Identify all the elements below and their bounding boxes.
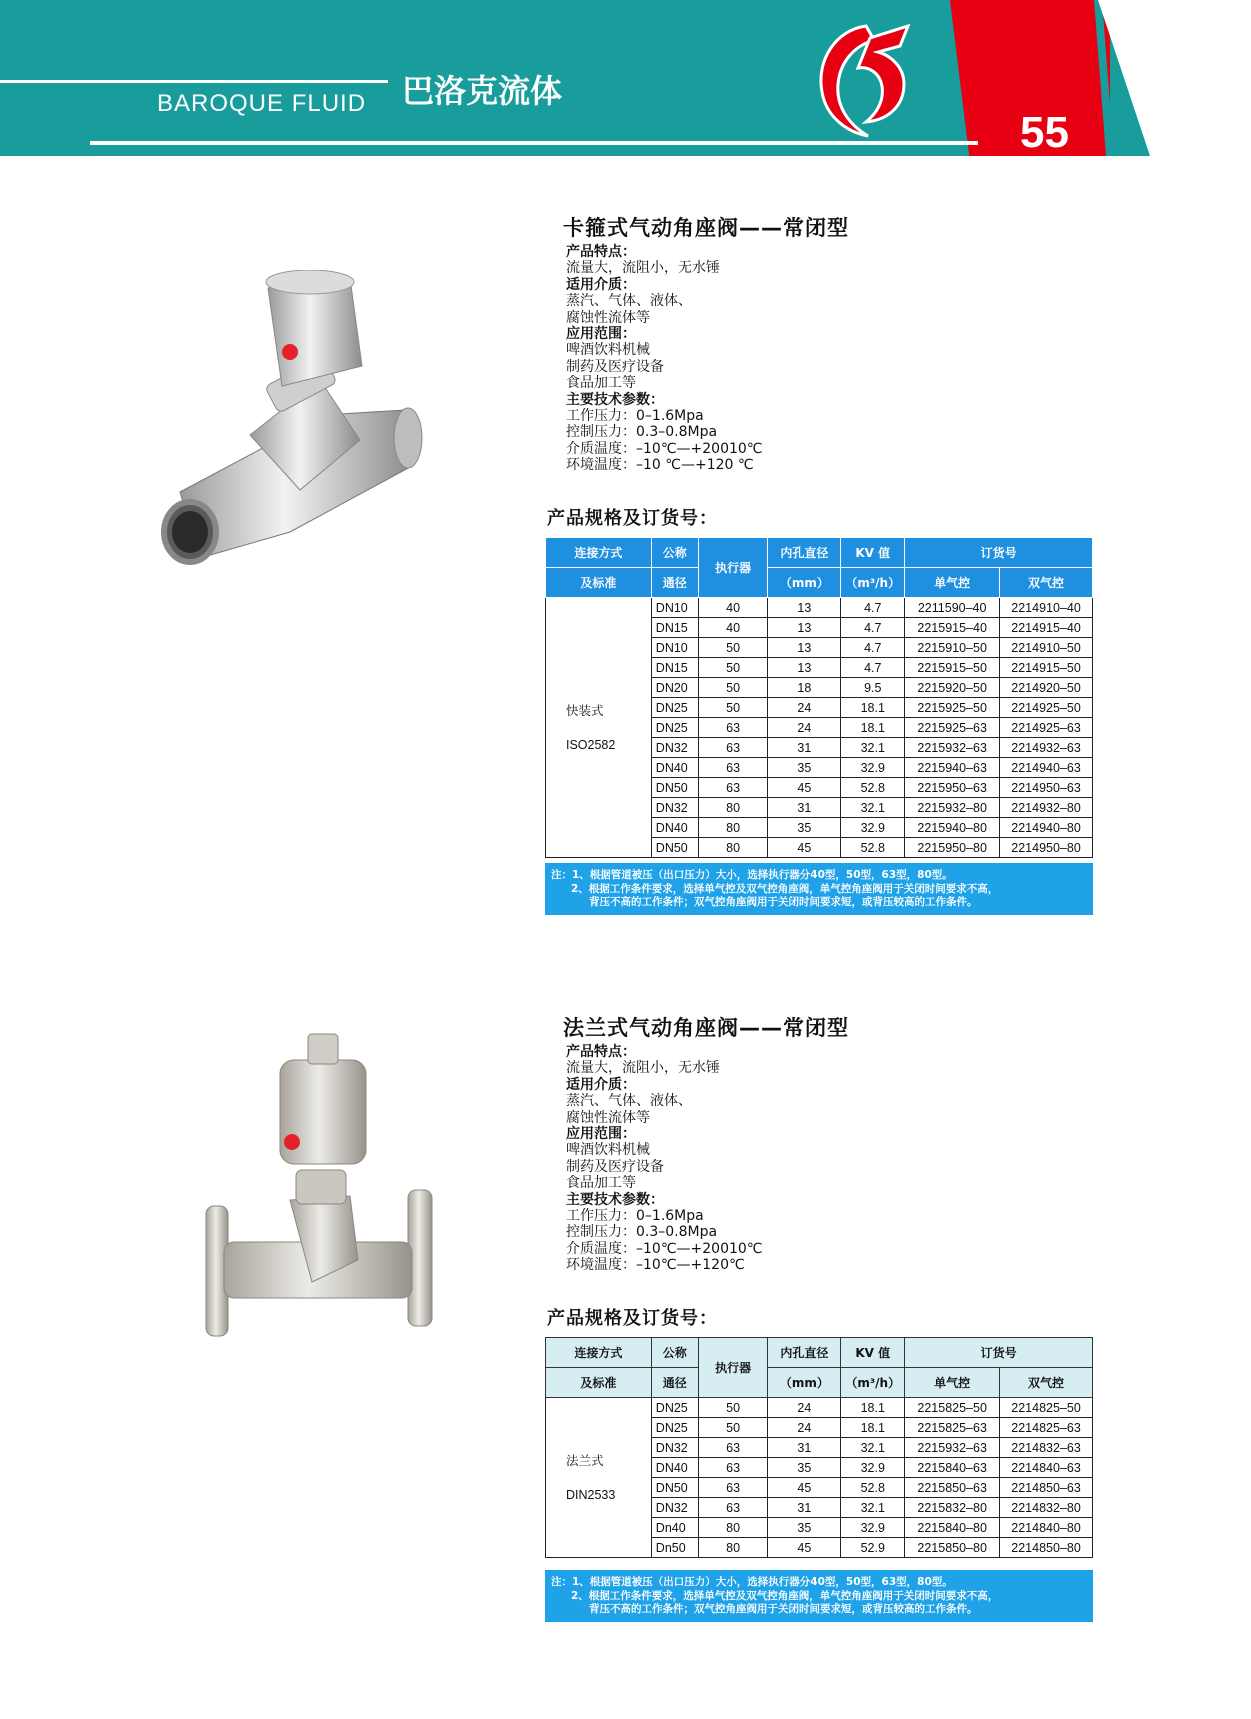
double-order-cell: 2214950–63	[1000, 778, 1093, 798]
actuator-cell: 63	[698, 1498, 768, 1518]
single-order-cell: 2215915–40	[905, 618, 1000, 638]
product-features	[566, 244, 763, 474]
dn-cell: Dn50	[651, 1538, 698, 1558]
feature-heading: 适用介质：	[566, 1076, 636, 1093]
feature-heading: 适用介质：	[566, 276, 636, 293]
dn-cell: DN15	[651, 618, 698, 638]
single-order-cell: 2215920–50	[905, 678, 1000, 698]
bore-cell: 13	[768, 638, 841, 658]
feature-heading: 产品特点：	[566, 1044, 636, 1060]
table-row	[546, 598, 1093, 618]
dn-cell: DN25	[651, 718, 698, 738]
kv-cell: 18.1	[841, 1418, 905, 1438]
bore-cell: 45	[768, 778, 841, 798]
kv-cell: 52.8	[841, 778, 905, 798]
double-order-cell: 2214825–50	[1000, 1398, 1093, 1418]
connection-standard-cell	[546, 1398, 652, 1558]
dn-cell: Dn40	[651, 1518, 698, 1538]
single-order-cell: 2215925–63	[905, 718, 1000, 738]
col-kv-header: KV 值	[841, 1338, 905, 1368]
kv-cell: 18.1	[841, 718, 905, 738]
col-bore-subheader: （mm）	[768, 1368, 841, 1398]
feature-line: 环境温度：–10 ℃—+120 ℃	[566, 457, 754, 474]
dn-cell: DN40	[651, 1458, 698, 1478]
connection-standard: ISO2582	[566, 737, 616, 752]
kv-cell: 4.7	[841, 638, 905, 658]
bore-cell: 24	[768, 698, 841, 718]
connection-standard-cell	[546, 598, 652, 858]
col-connection-subheader: 及标准	[546, 1368, 652, 1398]
bore-cell: 31	[768, 798, 841, 818]
feature-line: 流量大，流阻小，无水锤	[566, 260, 720, 277]
actuator-cell: 50	[698, 638, 768, 658]
single-order-cell: 2215932–63	[905, 738, 1000, 758]
dn-cell: DN32	[651, 738, 698, 758]
col-bore-header: 内孔直径	[768, 538, 841, 568]
brand-logo-icon	[808, 20, 920, 144]
note-line: 2、根据工作条件要求，选择单气控及双气控角座阀，单气控角座阀用于关闭时间要求不高，	[571, 882, 999, 895]
single-order-cell: 2215850–63	[905, 1478, 1000, 1498]
double-order-cell: 2214850–80	[1000, 1538, 1093, 1558]
connection-type: 快装式	[566, 703, 604, 718]
actuator-cell: 50	[698, 1418, 768, 1438]
feature-line: 制药及医疗设备	[566, 1158, 664, 1175]
double-order-cell: 2214840–63	[1000, 1458, 1093, 1478]
actuator-cell: 80	[698, 1518, 768, 1538]
feature-line: 蒸汽、气体、液体、	[566, 293, 692, 310]
note-line: 背压不高的工作条件；双气控角座阀用于关闭时间要求短，或背压较高的工作条件。	[589, 1603, 978, 1615]
double-order-cell: 2214910–40	[1000, 598, 1093, 618]
feature-line: 介质温度：–10℃—+20010℃	[566, 1240, 763, 1257]
feature-heading: 产品特点：	[566, 244, 636, 260]
double-order-cell: 2214915–50	[1000, 658, 1093, 678]
col-bore-header: 内孔直径	[768, 1338, 841, 1368]
single-order-cell: 2215850–80	[905, 1538, 1000, 1558]
col-actuator-header: 执行器	[698, 1338, 768, 1398]
feature-line: 食品加工等	[566, 1175, 636, 1192]
col-single-header: 单气控	[905, 1368, 1000, 1398]
col-bore-subheader: （mm）	[768, 568, 841, 598]
actuator-cell: 50	[698, 658, 768, 678]
bore-cell: 35	[768, 1518, 841, 1538]
dn-cell: DN50	[651, 838, 698, 858]
feature-heading: 主要技术参数：	[566, 1191, 664, 1208]
kv-cell: 32.9	[841, 818, 905, 838]
brand-name-chinese: 巴洛克流体	[402, 72, 563, 110]
table-row	[546, 1398, 1093, 1418]
connection-type: 法兰式	[566, 1453, 604, 1468]
feature-line: 介质温度：–10℃—+20010℃	[566, 440, 763, 457]
product-title: 法兰式气动角座阀——常闭型	[563, 1016, 849, 1040]
feature-line: 食品加工等	[566, 375, 636, 392]
actuator-cell: 40	[698, 598, 768, 618]
double-order-cell: 2214925–50	[1000, 698, 1093, 718]
kv-cell: 4.7	[841, 658, 905, 678]
kv-cell: 9.5	[841, 678, 905, 698]
col-dn-subheader: 通径	[651, 1368, 698, 1398]
actuator-cell: 63	[698, 718, 768, 738]
brand-name-english: BAROQUE FLUID	[157, 90, 367, 117]
actuator-cell: 50	[698, 678, 768, 698]
table-note	[545, 863, 1093, 915]
double-order-cell: 2214920–50	[1000, 678, 1093, 698]
bore-cell: 24	[768, 1418, 841, 1438]
double-order-cell: 2214825–63	[1000, 1418, 1093, 1438]
feature-heading: 主要技术参数：	[566, 391, 664, 408]
col-actuator-header: 执行器	[698, 538, 768, 598]
col-dn-subheader: 通径	[651, 568, 698, 598]
feature-line: 腐蚀性流体等	[566, 1109, 650, 1126]
col-order-header: 订货号	[905, 538, 1093, 568]
kv-cell: 32.9	[841, 1518, 905, 1538]
bore-cell: 31	[768, 738, 841, 758]
header-rule-top	[0, 80, 388, 83]
col-dn-header: 公称	[651, 1338, 698, 1368]
single-order-cell: 2215950–63	[905, 778, 1000, 798]
kv-cell: 52.8	[841, 838, 905, 858]
single-order-cell: 2215825–50	[905, 1398, 1000, 1418]
flange-angle-seat-valve-image	[200, 1020, 440, 1340]
dn-cell: DN40	[651, 818, 698, 838]
kv-cell: 4.7	[841, 618, 905, 638]
note-line: 2、根据工作条件要求，选择单气控及双气控角座阀，单气控角座阀用于关闭时间要求不高，	[571, 1589, 999, 1602]
col-kv-subheader: （m³/h）	[841, 1368, 905, 1398]
connection-standard: DIN2533	[566, 1487, 616, 1502]
spec-title: 产品规格及订货号：	[547, 508, 718, 529]
single-order-cell: 2215840–63	[905, 1458, 1000, 1478]
col-kv-subheader: （m³/h）	[841, 568, 905, 598]
bore-cell: 24	[768, 1398, 841, 1418]
dn-cell: DN25	[651, 698, 698, 718]
feature-line: 工作压力：0–1.6Mpa	[566, 1208, 704, 1225]
single-order-cell: 2215840–80	[905, 1518, 1000, 1538]
bore-cell: 35	[768, 758, 841, 778]
dn-cell: DN10	[651, 598, 698, 618]
bore-cell: 13	[768, 598, 841, 618]
bore-cell: 45	[768, 1478, 841, 1498]
kv-cell: 32.9	[841, 1458, 905, 1478]
feature-heading: 应用范围：	[566, 1126, 636, 1143]
kv-cell: 32.1	[841, 798, 905, 818]
double-order-cell: 2214932–80	[1000, 798, 1093, 818]
col-connection-subheader: 及标准	[546, 568, 652, 598]
double-order-cell: 2214940–63	[1000, 758, 1093, 778]
dn-cell: DN40	[651, 758, 698, 778]
product-title: 卡箍式气动角座阀——常闭型	[563, 216, 849, 240]
col-order-header: 订货号	[905, 1338, 1093, 1368]
actuator-cell: 80	[698, 838, 768, 858]
double-order-cell: 2214925–63	[1000, 718, 1093, 738]
col-single-header: 单气控	[905, 568, 1000, 598]
col-double-header: 双气控	[1000, 1368, 1093, 1398]
col-kv-header: KV 值	[841, 538, 905, 568]
note-line: 注：1、根据管道被压（出口压力）大小，选择执行器分40型，50型，63型，80型。	[551, 1576, 953, 1588]
actuator-cell: 63	[698, 778, 768, 798]
dn-cell: DN25	[651, 1418, 698, 1438]
double-order-cell: 2214932–63	[1000, 738, 1093, 758]
actuator-cell: 50	[698, 1398, 768, 1418]
double-order-cell: 2214850–63	[1000, 1478, 1093, 1498]
single-order-cell: 2211590–40	[905, 598, 1000, 618]
dn-cell: DN32	[651, 1498, 698, 1518]
single-order-cell: 2215950–80	[905, 838, 1000, 858]
page-number: 55	[1020, 108, 1069, 156]
double-order-cell: 2214910–50	[1000, 638, 1093, 658]
kv-cell: 4.7	[841, 598, 905, 618]
feature-heading: 应用范围：	[566, 326, 636, 343]
double-order-cell: 2214915–40	[1000, 618, 1093, 638]
feature-line: 啤酒饮料机械	[566, 1142, 650, 1159]
actuator-cell: 80	[698, 798, 768, 818]
feature-line: 环境温度：–10℃—+120℃	[566, 1257, 745, 1274]
col-connection-header: 连接方式	[546, 1338, 652, 1368]
dn-cell: DN20	[651, 678, 698, 698]
actuator-cell: 63	[698, 1478, 768, 1498]
single-order-cell: 2215910–50	[905, 638, 1000, 658]
spec-table	[545, 1337, 1093, 1558]
kv-cell: 32.9	[841, 758, 905, 778]
spec-table	[545, 537, 1093, 858]
kv-cell: 18.1	[841, 698, 905, 718]
dn-cell: DN10	[651, 638, 698, 658]
single-order-cell: 2215825–63	[905, 1418, 1000, 1438]
note-line: 注：1、根据管道被压（出口压力）大小，选择执行器分40型，50型，63型，80型。	[551, 869, 953, 881]
product-features	[566, 1044, 763, 1274]
kv-cell: 52.9	[841, 1538, 905, 1558]
single-order-cell: 2215925–50	[905, 698, 1000, 718]
page-header	[0, 0, 1251, 156]
feature-line: 工作压力：0–1.6Mpa	[566, 408, 704, 425]
kv-cell: 18.1	[841, 1398, 905, 1418]
dn-cell: DN15	[651, 658, 698, 678]
actuator-cell: 63	[698, 1458, 768, 1478]
single-order-cell: 2215932–80	[905, 798, 1000, 818]
double-order-cell: 2214832–63	[1000, 1438, 1093, 1458]
col-double-header: 双气控	[1000, 568, 1093, 598]
bore-cell: 35	[768, 818, 841, 838]
feature-line: 控制压力：0.3–0.8Mpa	[566, 424, 718, 441]
bore-cell: 35	[768, 1458, 841, 1478]
single-order-cell: 2215932–63	[905, 1438, 1000, 1458]
dn-cell: DN50	[651, 1478, 698, 1498]
kv-cell: 32.1	[841, 1498, 905, 1518]
bore-cell: 45	[768, 838, 841, 858]
dn-cell: DN32	[651, 1438, 698, 1458]
kv-cell: 32.1	[841, 1438, 905, 1458]
header-white-corner	[1098, 0, 1251, 156]
single-order-cell: 2215915–50	[905, 658, 1000, 678]
dn-cell: DN32	[651, 798, 698, 818]
actuator-cell: 50	[698, 698, 768, 718]
table-note	[545, 1570, 1093, 1622]
bore-cell: 24	[768, 718, 841, 738]
actuator-cell: 63	[698, 738, 768, 758]
actuator-cell: 80	[698, 818, 768, 838]
feature-line: 腐蚀性流体等	[566, 309, 650, 326]
actuator-cell: 40	[698, 618, 768, 638]
actuator-cell: 63	[698, 758, 768, 778]
feature-line: 啤酒饮料机械	[566, 342, 650, 359]
bore-cell: 13	[768, 618, 841, 638]
single-order-cell: 2215940–80	[905, 818, 1000, 838]
feature-line: 流量大，流阻小，无水锤	[566, 1060, 720, 1077]
double-order-cell: 2214950–80	[1000, 838, 1093, 858]
clamp-angle-seat-valve-image	[150, 270, 440, 590]
dn-cell: DN50	[651, 778, 698, 798]
actuator-cell: 63	[698, 1438, 768, 1458]
col-dn-header: 公称	[651, 538, 698, 568]
bore-cell: 31	[768, 1498, 841, 1518]
kv-cell: 32.1	[841, 738, 905, 758]
bore-cell: 18	[768, 678, 841, 698]
note-line: 背压不高的工作条件；双气控角座阀用于关闭时间要求短，或背压较高的工作条件。	[589, 896, 978, 908]
single-order-cell: 2215832–80	[905, 1498, 1000, 1518]
single-order-cell: 2215940–63	[905, 758, 1000, 778]
double-order-cell: 2214940–80	[1000, 818, 1093, 838]
double-order-cell: 2214832–80	[1000, 1498, 1093, 1518]
spec-title: 产品规格及订货号：	[547, 1308, 718, 1329]
col-connection-header: 连接方式	[546, 538, 652, 568]
feature-line: 控制压力：0.3–0.8Mpa	[566, 1224, 718, 1241]
dn-cell: DN25	[651, 1398, 698, 1418]
double-order-cell: 2214840–80	[1000, 1518, 1093, 1538]
kv-cell: 52.8	[841, 1478, 905, 1498]
bore-cell: 13	[768, 658, 841, 678]
feature-line: 制药及医疗设备	[566, 358, 664, 375]
bore-cell: 45	[768, 1538, 841, 1558]
actuator-cell: 80	[698, 1538, 768, 1558]
bore-cell: 31	[768, 1438, 841, 1458]
feature-line: 蒸汽、气体、液体、	[566, 1093, 692, 1110]
